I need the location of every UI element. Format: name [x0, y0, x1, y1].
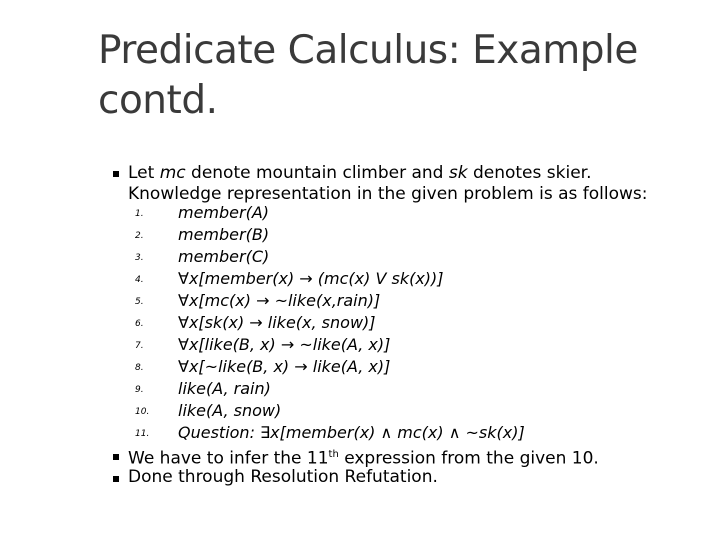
bullet-1-part: denotes skier.	[467, 163, 592, 183]
item-expression: like(A, rain)	[178, 379, 271, 398]
slide-title	[98, 26, 698, 126]
item-number: 4.	[135, 275, 144, 285]
item-number: 1.	[135, 209, 144, 219]
item-number: 9.	[135, 385, 144, 395]
item-expression: member(A)	[178, 203, 270, 222]
item-number: 10.	[135, 407, 150, 417]
item-number: 11.	[135, 429, 150, 439]
item-expression: ∀x[mc(x) → ~like(x,rain)]	[178, 291, 381, 310]
sk-term: sk	[448, 163, 468, 183]
item-number: 5.	[135, 297, 144, 307]
item-expression: ∀x[~like(B, x) → like(A, x)]	[178, 357, 391, 376]
item-number: 2.	[135, 231, 144, 241]
item-number: 6.	[135, 319, 144, 329]
item-expression: ∀x[like(B, x) → ~like(A, x)]	[178, 335, 391, 354]
item-number: 3.	[135, 253, 144, 263]
bullet-1-line-2: Knowledge representation in the given problem is as follows:	[128, 184, 648, 204]
title-line-1: Predicate Calculus: Example	[98, 28, 638, 73]
item-expression: ∀x[member(x) → (mc(x) V sk(x))]	[178, 269, 444, 288]
item-expression: ∀x[sk(x) → like(x, snow)]	[178, 313, 376, 332]
title-line-2: contd.	[98, 78, 218, 123]
bullet-1-part: Let	[128, 163, 160, 183]
item-expression: like(A, snow)	[178, 401, 282, 420]
mc-term: mc	[159, 163, 186, 183]
bullet-3-text: Done through Resolution Refutation.	[128, 467, 438, 487]
item-number: 7.	[135, 341, 144, 351]
bullet-marker	[113, 476, 119, 482]
bullet-marker	[113, 171, 119, 177]
item-number: 8.	[135, 363, 144, 373]
bullet-marker	[113, 454, 119, 460]
bullet-2-part: expression from the given 10.	[338, 448, 599, 469]
item-expression: member(C)	[178, 247, 270, 266]
item-expression: member(B)	[178, 225, 270, 244]
bullet-1-part: denote mountain climber and	[185, 163, 449, 183]
bullet-2-part: We have to infer the 11	[128, 448, 329, 469]
ordinal-suffix: th	[328, 449, 339, 460]
item-expression: Question: ∃x[member(x) ∧ mc(x) ∧ ~sk(x)]	[178, 423, 525, 442]
bullet-1-text	[128, 162, 708, 184]
